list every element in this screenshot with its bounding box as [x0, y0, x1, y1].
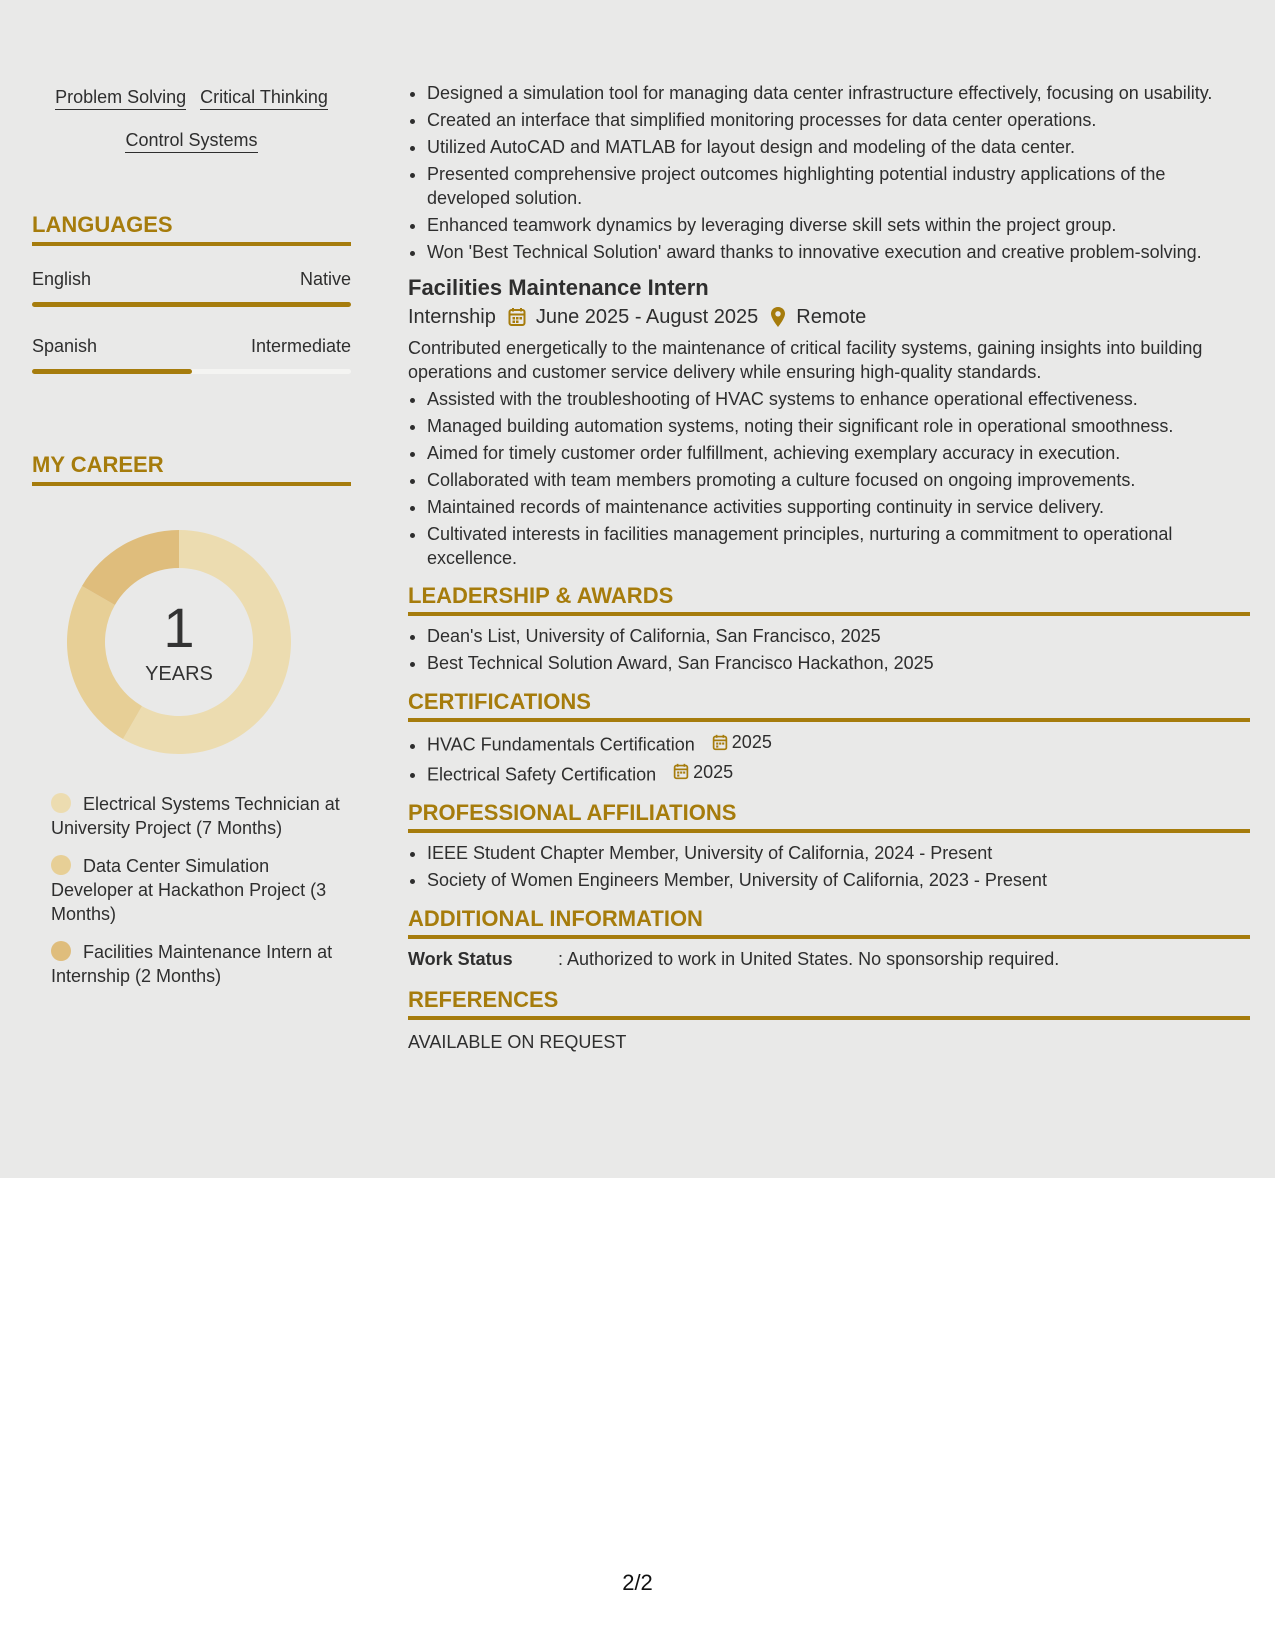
career-donut-chart — [67, 530, 291, 754]
bullet-item: • Aimed for timely customer order fulfillment, achieving exemplary accuracy in execution. — [427, 441, 1250, 465]
leadership-section — [408, 583, 1250, 675]
legend-label: Facilities Maintenance Intern at Internship (2 Months) — [51, 942, 333, 986]
job-description: Contributed energetically to the maintenance of critical facility systems, gaining insights into building operations and customer service delivery while ensuring high-quality standards. — [408, 338, 1203, 382]
skill-tag: Critical Thinking — [200, 86, 328, 110]
calendar-icon — [712, 734, 728, 751]
bullet-item: • Maintained records of maintenance activities supporting continuity in service delivery. — [427, 495, 1250, 519]
certification-name: Electrical Safety Certification — [427, 764, 657, 784]
bullet-item: • Designed a simulation tool for managing data center infrastructure effectively, focusing on usability. — [427, 81, 1250, 105]
language-item — [32, 268, 351, 307]
job-entry — [408, 274, 1250, 570]
job-title: Facilities Maintenance Intern — [408, 275, 709, 300]
job-dates: June 2025 - August 2025 — [535, 306, 759, 328]
career-title: MY CAREER — [32, 452, 351, 486]
leadership-title: LEADERSHIP & AWARDS — [408, 583, 1250, 616]
certifications-list — [408, 730, 1250, 786]
languages-section — [32, 212, 351, 374]
language-bar — [32, 302, 351, 307]
bullet-item: • Society of Women Engineers Member, University of California, 2023 - Present — [427, 868, 1250, 892]
skills-list — [32, 86, 351, 172]
bullet-item: • Won 'Best Technical Solution' award thanks to innovative execution and creative problem-solving. — [427, 240, 1250, 264]
skill-tag: Control Systems — [125, 129, 257, 153]
calendar-icon — [508, 307, 526, 327]
job-company: Internship — [408, 306, 496, 328]
job-meta — [408, 304, 1250, 330]
bullet-item: • Dean's List, University of California, San Francisco, 2025 — [427, 624, 1250, 648]
language-name: English — [32, 269, 92, 289]
bullet-item: • Collaborated with team members promoting a culture focused on ongoing improvements. — [427, 468, 1250, 492]
page-number: 2/2 — [622, 1570, 653, 1595]
certification-name: HVAC Fundamentals Certification — [427, 734, 695, 755]
bullet-item: • Assisted with the troubleshooting of HVAC systems to enhance operational effectiveness. — [427, 387, 1250, 411]
work-status-row — [408, 947, 1250, 971]
references-text: AVAILABLE ON REQUEST — [408, 1032, 627, 1052]
bullet-item: • Presented comprehensive project outcomes highlighting potential industry applications of the developed solution. — [427, 162, 1250, 210]
legend-item — [51, 854, 341, 926]
job-bullets — [408, 387, 1250, 570]
career-section — [32, 452, 351, 486]
career-total-number: 1 — [163, 596, 195, 659]
previous-job-bullets — [408, 81, 1250, 264]
language-bar-fill — [32, 302, 351, 307]
certification-year: 2025 — [731, 732, 772, 752]
bullet-item: • Utilized AutoCAD and MATLAB for layout design and modeling of the data center. — [427, 135, 1250, 159]
language-item — [32, 335, 351, 374]
certifications-section — [408, 689, 1250, 786]
legend-item — [51, 940, 341, 988]
career-legend — [51, 792, 341, 1002]
legend-dot — [51, 941, 71, 961]
affiliations-section — [408, 800, 1250, 892]
language-name: Spanish — [32, 336, 98, 356]
additional-title: ADDITIONAL INFORMATION — [408, 906, 1250, 939]
career-total-unit: YEARS — [145, 663, 213, 685]
certification-item — [427, 730, 1250, 757]
legend-item — [51, 792, 341, 840]
language-level: Native — [299, 269, 351, 289]
bullet-item: • Cultivated interests in facilities management principles, nurturing a commitment to operational excellence. — [427, 522, 1250, 570]
bullet-item: • Best Technical Solution Award, San Francisco Hackathon, 2025 — [427, 651, 1250, 675]
work-status-value: : Authorized to work in United States. No sponsorship required. — [558, 949, 1060, 969]
legend-dot — [51, 855, 71, 875]
language-level: Intermediate — [250, 336, 351, 356]
bullet-item: • Managed building automation systems, noting their significant role in operational smoothness. — [427, 414, 1250, 438]
language-bar-fill — [32, 369, 192, 374]
certification-year: 2025 — [693, 761, 734, 782]
location-pin-icon — [770, 306, 786, 328]
work-status-key: Work Status — [408, 949, 513, 969]
language-bar — [32, 369, 351, 374]
calendar-icon — [673, 763, 689, 780]
legend-label: Data Center Simulation Developer at Hackathon Project (3 Months) — [51, 856, 327, 924]
skill-tag: Problem Solving — [55, 86, 186, 110]
languages-title: LANGUAGES — [32, 212, 351, 246]
bullet-item: • Created an interface that simplified monitoring processes for data center operations. — [427, 108, 1250, 132]
right-column — [408, 0, 1250, 1054]
legend-label: Electrical Systems Technician at University Project (7 Months) — [51, 794, 340, 838]
certification-item — [427, 760, 1250, 787]
affiliations-list — [408, 841, 1250, 892]
job-location: Remote — [796, 306, 867, 328]
bullet-item: • Enhanced teamwork dynamics by leveraging diverse skill sets within the project group. — [427, 213, 1250, 237]
affiliations-title: PROFESSIONAL AFFILIATIONS — [408, 800, 1250, 833]
references-title: REFERENCES — [408, 987, 1250, 1020]
additional-section — [408, 906, 1250, 971]
legend-dot — [51, 793, 71, 813]
leadership-list — [408, 624, 1250, 675]
certifications-title: CERTIFICATIONS — [408, 689, 1250, 722]
bullet-item: • IEEE Student Chapter Member, University of California, 2024 - Present — [427, 841, 1250, 865]
references-section — [408, 987, 1250, 1054]
